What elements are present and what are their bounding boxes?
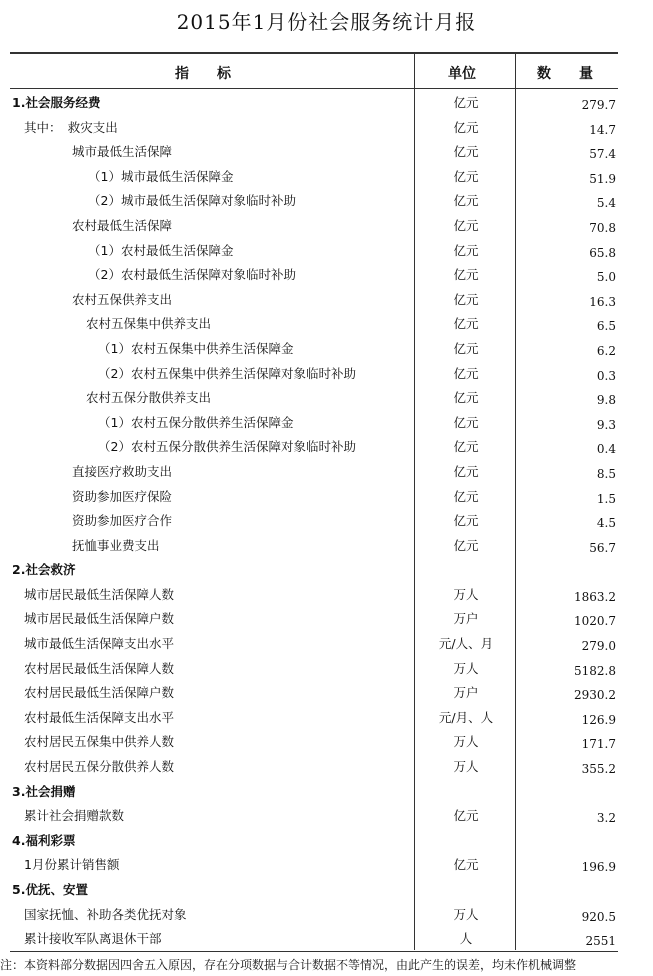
row-unit: 亿元 (453, 488, 479, 504)
row-label: 农村居民最低生活保障人数 (24, 660, 175, 676)
row-label: 1月份累计销售额 (24, 857, 120, 873)
row-label: （1）农村最低生活保障金 (88, 242, 234, 258)
table-row (10, 901, 618, 926)
row-unit: 亿元 (453, 267, 479, 283)
row-value: 5.4 (596, 196, 616, 211)
table-row (10, 163, 618, 188)
row-unit: 万户 (453, 685, 479, 701)
table-row (10, 138, 618, 163)
table-row (10, 655, 618, 680)
row-label: （1）城市最低生活保障金 (88, 168, 234, 184)
row-label: （2）农村五保分散供养生活保障对象临时补助 (98, 439, 356, 455)
row-unit: 亿元 (453, 144, 479, 160)
table-row (10, 212, 618, 237)
page-title: 2015年1月份社会服务统计月报 (176, 10, 477, 34)
row-value: 6.2 (596, 343, 616, 358)
row-label: 资助参加医疗合作 (72, 513, 173, 529)
row-value: 70.8 (589, 220, 616, 235)
row-unit: 元/人、月 (438, 636, 494, 652)
row-label: 农村五保集中供养支出 (86, 316, 212, 332)
row-label: （1）农村五保集中供养生活保障金 (98, 340, 294, 356)
row-unit: 亿元 (453, 513, 479, 529)
row-label: 城市最低生活保障 (72, 144, 173, 160)
row-value: 1863.2 (574, 589, 616, 604)
row-label: 农村最低生活保障 (72, 217, 173, 233)
table-row (10, 851, 618, 876)
table-row (10, 581, 618, 606)
header-unit: 单位 (448, 66, 476, 82)
statistics-table (10, 52, 618, 950)
row-label: 资助参加医疗保险 (72, 488, 173, 504)
row-label: （2）城市最低生活保障对象临时补助 (88, 193, 296, 209)
row-unit: 亿元 (453, 414, 479, 430)
row-label: 农村五保供养支出 (72, 291, 173, 307)
row-unit: 亿元 (453, 291, 479, 307)
row-value: 57.4 (589, 147, 616, 162)
row-unit: 亿元 (453, 193, 479, 209)
row-label: 1.社会服务经费 (12, 95, 101, 110)
table-row (10, 802, 618, 827)
row-label: 城市居民最低生活保障人数 (24, 586, 175, 602)
row-label: 农村居民最低生活保障户数 (24, 685, 175, 701)
row-unit: 亿元 (453, 316, 479, 332)
row-value: 3.2 (596, 811, 616, 826)
table-row (10, 728, 618, 753)
table-row (10, 360, 618, 385)
row-value: 5182.8 (574, 663, 616, 678)
section-row (10, 827, 618, 852)
table-row (10, 409, 618, 434)
table-row (10, 483, 618, 508)
row-label: 抚恤事业费支出 (72, 537, 160, 553)
row-value: 2930.2 (574, 688, 616, 703)
row-value: 51.9 (589, 171, 616, 186)
row-value: 355.2 (581, 762, 616, 777)
row-unit: 亿元 (453, 242, 479, 258)
row-value: 16.3 (589, 294, 616, 309)
row-unit: 亿元 (453, 439, 479, 455)
row-unit: 人 (459, 931, 473, 947)
row-label: 城市居民最低生活保障户数 (24, 611, 175, 627)
row-label: 累计社会捐赠款数 (24, 808, 125, 824)
row-unit: 万户 (453, 611, 479, 627)
row-label: 城市最低生活保障支出水平 (24, 636, 175, 652)
table-header (10, 52, 618, 89)
footnote: 注：本资料部分数据因四舍五入原因，存在分项数据与合计数据不等情况，由此产生的误差，均未作机械调整 (0, 958, 577, 972)
row-label: 3.社会捐赠 (12, 783, 76, 799)
table-row (10, 507, 618, 532)
row-unit: 亿元 (453, 390, 479, 406)
row-value: 279.7 (581, 98, 616, 112)
table-row (10, 630, 618, 655)
row-value: 1020.7 (574, 614, 616, 629)
row-unit: 亿元 (453, 217, 479, 233)
section-row (10, 556, 618, 581)
section-row (10, 778, 618, 803)
table-row (10, 187, 618, 212)
row-unit: 亿元 (453, 365, 479, 381)
table-row (10, 532, 618, 557)
row-value: 4.5 (596, 516, 616, 531)
row-unit: 亿元 (453, 463, 479, 479)
row-unit: 万人 (453, 586, 479, 602)
table-row (10, 335, 618, 360)
row-value: 8.5 (596, 466, 616, 481)
row-unit: 亿元 (453, 857, 479, 873)
table-row (10, 237, 618, 262)
row-value: 0.3 (596, 368, 616, 383)
table-row (10, 286, 618, 311)
row-unit: 亿元 (453, 95, 479, 110)
table-row (10, 310, 618, 335)
row-value: 2551 (585, 934, 616, 949)
row-unit: 亿元 (453, 119, 479, 135)
row-label: 农村最低生活保障支出水平 (24, 709, 175, 725)
row-value: 0.4 (596, 442, 616, 457)
row-unit: 元/月、人 (438, 709, 494, 725)
table-row (10, 605, 618, 630)
table-row (10, 261, 618, 286)
row-label: （2）农村最低生活保障对象临时补助 (88, 267, 296, 283)
table-row (10, 433, 618, 458)
table-row (10, 458, 618, 483)
row-value: 56.7 (589, 540, 616, 555)
row-value: 1.5 (596, 491, 616, 506)
table-bottom-border (10, 951, 618, 952)
row-value: 920.5 (581, 909, 616, 924)
row-unit: 万人 (453, 759, 479, 775)
table-row (10, 679, 618, 704)
row-label: 农村居民五保分散供养人数 (24, 759, 175, 775)
row-label: 国家抚恤、补助各类优抚对象 (24, 906, 187, 922)
row-value: 65.8 (589, 245, 616, 260)
row-value: 9.8 (596, 393, 616, 408)
row-label: （2）农村五保集中供养生活保障对象临时补助 (98, 365, 356, 381)
row-unit: 亿元 (453, 340, 479, 356)
row-unit: 亿元 (453, 808, 479, 824)
row-label: 4.福利彩票 (12, 832, 76, 848)
table-row (10, 925, 618, 950)
table-body (10, 89, 618, 950)
section-row (10, 876, 618, 901)
row-label: 2.社会救济 (12, 562, 76, 578)
row-unit: 万人 (453, 906, 479, 922)
row-value: 9.3 (596, 417, 616, 432)
row-unit: 亿元 (453, 537, 479, 553)
row-unit: 亿元 (453, 168, 479, 184)
table-row (10, 114, 618, 139)
row-value: 14.7 (589, 122, 616, 137)
row-label: （1）农村五保分散供养生活保障金 (98, 414, 294, 430)
row-label: 其中： 救灾支出 (24, 119, 118, 135)
row-label: 累计接收军队离退休干部 (24, 931, 162, 947)
table-row (10, 753, 618, 778)
table-row (10, 704, 618, 729)
row-value: 196.9 (581, 860, 616, 875)
header-quantity: 数 量 (537, 66, 593, 82)
row-label: 5.优抚、安置 (12, 882, 88, 897)
row-value: 5.0 (596, 270, 616, 285)
row-value: 126.9 (581, 712, 616, 727)
row-label: 直接医疗救助支出 (72, 463, 173, 479)
section-row (10, 89, 618, 114)
row-label: 农村五保分散供养支出 (86, 390, 212, 406)
row-value: 279.0 (581, 639, 616, 654)
row-unit: 万人 (453, 734, 479, 750)
table-row (10, 384, 618, 409)
row-value: 171.7 (581, 737, 616, 752)
row-unit: 万人 (453, 660, 479, 676)
row-value: 6.5 (596, 319, 616, 334)
header-indicator: 指 标 (175, 66, 231, 82)
row-label: 农村居民五保集中供养人数 (24, 734, 175, 750)
